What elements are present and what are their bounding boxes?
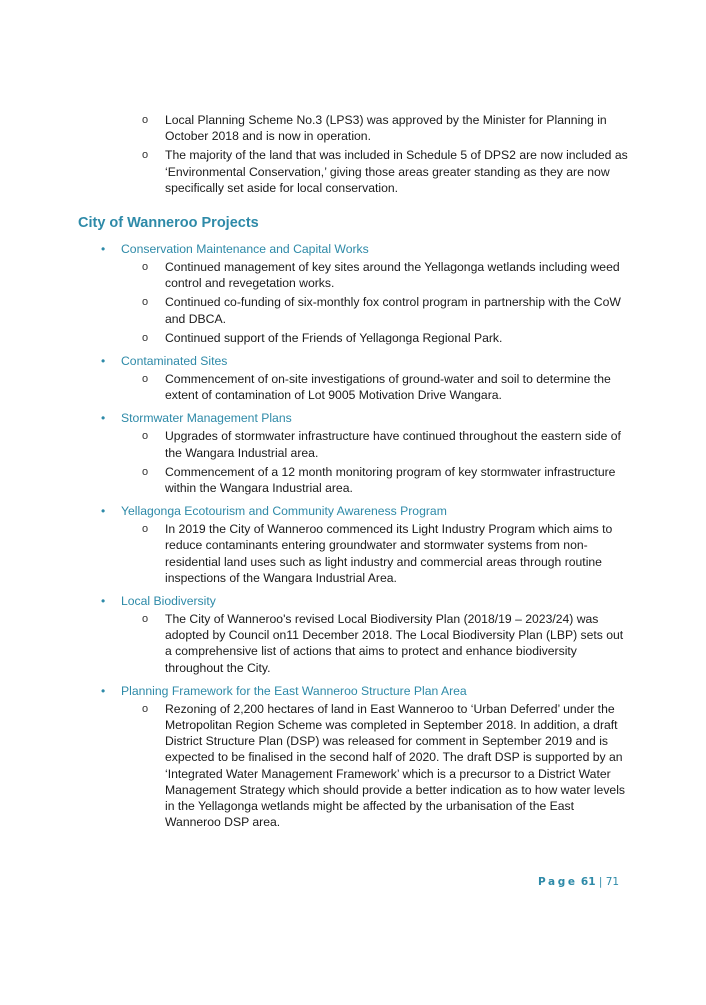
list-item: [0, 464, 706, 496]
project-points: [0, 521, 706, 586]
project-points: [0, 428, 706, 496]
list-item-text: Continued co-funding of six-monthly fox control program in partnership with the CoW and DBCA.: [165, 295, 621, 326]
list-item: [0, 611, 706, 676]
list-item: [0, 371, 706, 403]
project-heading: [0, 241, 706, 258]
hollow-bullet-icon: o: [142, 523, 149, 536]
bullet-dot-icon: •: [101, 354, 106, 369]
project-item: [0, 503, 706, 586]
list-item-text: The majority of the land that was included in Schedule 5 of DPS2 are now included as ‘Environmental Conservation,’ giving those areas greater standing as they are now specifically set aside for local conservation.: [165, 148, 628, 195]
project-heading: [0, 353, 706, 370]
project-item: [0, 593, 706, 676]
list-item-text: The City of Wanneroo's revised Local Biodiversity Plan (2018/19 – 2023/24) was adopted by Council on11 December 2018. The Local Biodiversity Plan (LBP) sets out a comprehensive list of actions that aims to protect and enhance biodiversity throughout the City.: [165, 612, 624, 675]
list-item-text: In 2019 the City of Wanneroo commenced its Light Industry Program which aims to reduce contaminants entering groundwater and stormwater systems from non-residential land uses such as light industry and commercial areas through routine inspections of the Wangara Industrial Area.: [165, 522, 613, 585]
project-item: [0, 241, 706, 346]
project-item: [0, 410, 706, 496]
project-item: [0, 683, 706, 831]
hollow-bullet-icon: o: [142, 702, 149, 715]
project-heading-text: Contaminated Sites: [121, 354, 228, 369]
hollow-bullet-icon: o: [142, 296, 149, 309]
hollow-bullet-icon: o: [142, 331, 149, 344]
bullet-dot-icon: •: [101, 242, 106, 256]
list-item: [0, 259, 706, 291]
total-pages: 71: [605, 876, 620, 888]
list-item: [0, 294, 706, 326]
list-item: [0, 330, 706, 346]
project-heading-text: Conservation Maintenance and Capital Works: [121, 242, 369, 256]
list-item-text: Upgrades of stormwater infrastructure have continued throughout the eastern side of the Wangara Industrial area.: [165, 429, 621, 460]
project-points: [0, 611, 706, 676]
list-item-text: Commencement of a 12 month monitoring program of key stormwater infrastructure within the Wangara Industrial area.: [165, 464, 616, 496]
hollow-bullet-icon: o: [142, 261, 149, 273]
project-points: [0, 371, 706, 403]
hollow-bullet-icon: o: [142, 613, 149, 626]
project-heading-text: Stormwater Management Plans: [121, 411, 292, 426]
hollow-bullet-icon: o: [142, 465, 149, 478]
list-item: [0, 521, 706, 586]
page-footer: [538, 876, 619, 888]
project-heading: [0, 503, 706, 520]
page-number: 61: [580, 876, 596, 888]
project-points: [0, 259, 706, 346]
list-item: [0, 428, 706, 460]
project-heading: [0, 410, 706, 427]
bullet-dot-icon: •: [101, 683, 106, 698]
list-item-text: Commencement of on-site investigations of ground-water and soil to determine the extent of contamination of Lot 9005 Motivation Drive Wangara.: [165, 372, 611, 403]
page-separator: |: [598, 876, 603, 888]
list-item: [0, 147, 706, 196]
intro-list: [0, 112, 706, 196]
hollow-bullet-icon: o: [142, 114, 149, 126]
list-item-text: Local Planning Scheme No.3 (LPS3) was approved by the Minister for Planning in October 2018 and is now in operation.: [165, 113, 607, 144]
project-points: [0, 701, 706, 831]
bullet-dot-icon: •: [101, 594, 106, 609]
list-item-text: Continued management of key sites around the Yellagonga wetlands including weed control and revegetation works.: [165, 260, 620, 291]
project-heading-text: Yellagonga Ecotourism and Community Awareness Program: [121, 504, 447, 519]
list-item-text: Rezoning of 2,200 hectares of land in East Wanneroo to ‘Urban Deferred’ under the Metropolitan Region Scheme was completed in September 2018. In addition, a draft District Structure Plan (DSP) was released for comment in September 2019 and is expected to be finalised in the second half of 2020. The draft DSP is supported by an ‘Integrated Water Management Framework’ which is a precursor to a District Water Management Strategy which should provide a better indication as to how water levels in the Yellagonga wetlands might be affected by the urbanisation of the East Wanneroo DSP area.: [165, 701, 625, 830]
intro-block: [0, 112, 706, 199]
project-item: [0, 353, 706, 403]
project-heading: [0, 683, 706, 700]
projects-list: [0, 241, 706, 837]
section-title: City of Wanneroo Projects: [78, 215, 259, 231]
bullet-dot-icon: •: [101, 504, 106, 519]
page-label: Page: [538, 876, 578, 888]
hollow-bullet-icon: o: [142, 430, 149, 443]
project-heading: [0, 593, 706, 610]
project-heading-text: Local Biodiversity: [121, 594, 216, 609]
hollow-bullet-icon: o: [142, 149, 149, 162]
list-item-text: Continued support of the Friends of Yellagonga Regional Park.: [165, 330, 503, 345]
list-item: [0, 112, 706, 144]
list-item: [0, 701, 706, 831]
bullet-dot-icon: •: [101, 411, 106, 426]
project-heading-text: Planning Framework for the East Wanneroo Structure Plan Area: [121, 683, 467, 698]
hollow-bullet-icon: o: [142, 373, 149, 386]
